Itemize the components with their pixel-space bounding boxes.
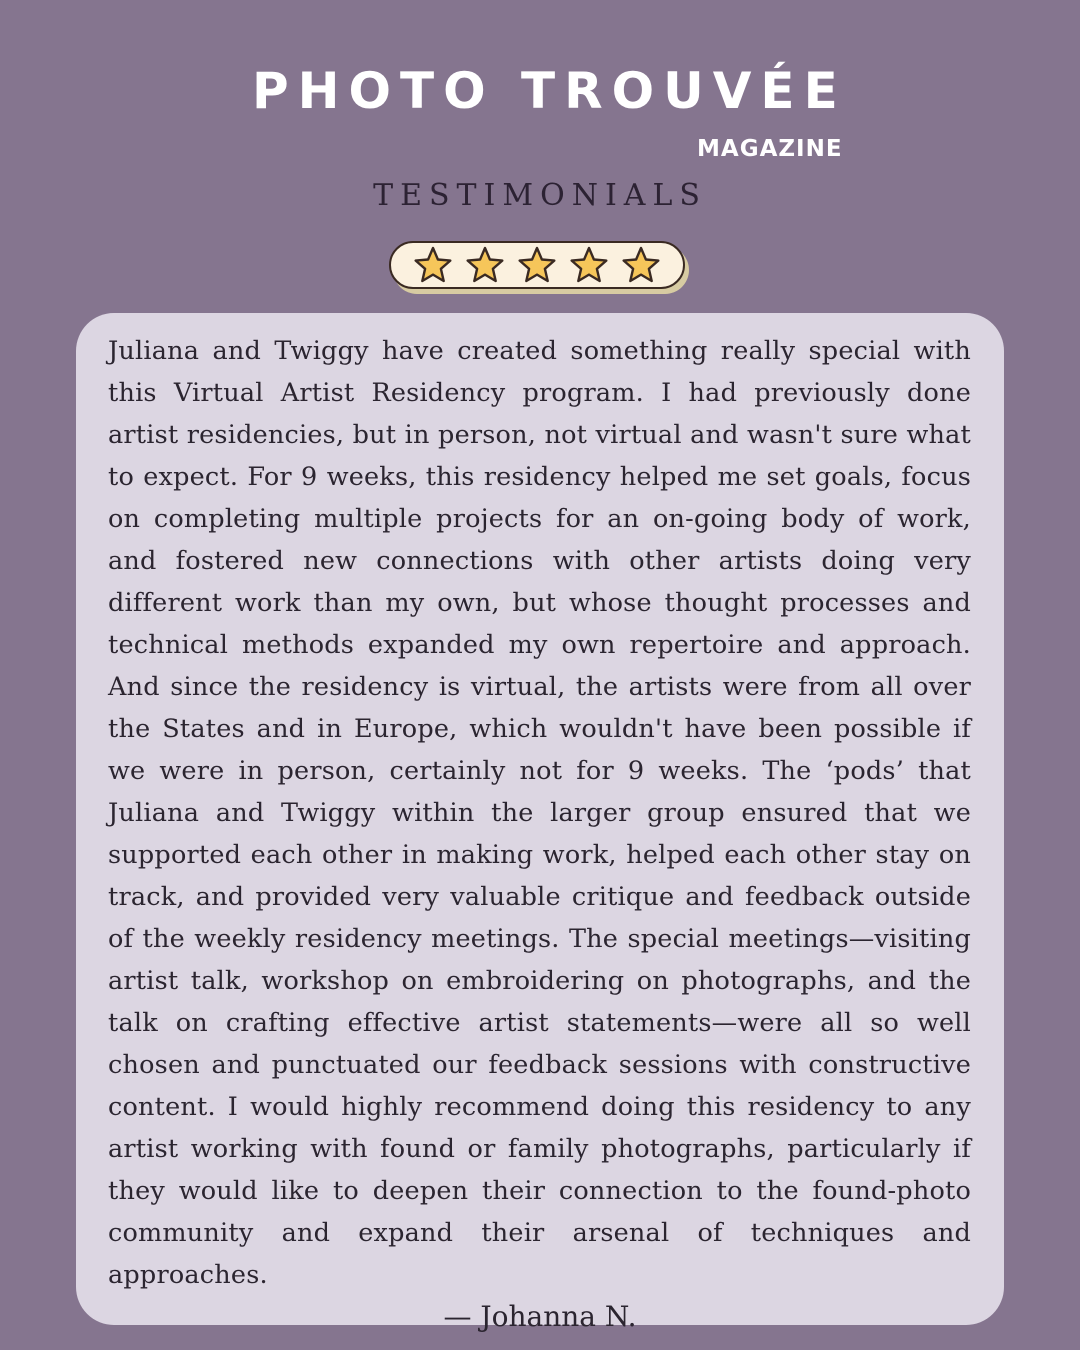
star-icon <box>465 245 505 285</box>
star-icon <box>413 245 453 285</box>
section-title: TESTIMONIALS <box>373 178 707 213</box>
magazine-logo <box>0 40 1080 170</box>
logo-title: PHOTO TROUVÉE <box>252 62 847 120</box>
logo-subtitle: MAGAZINE <box>697 136 843 162</box>
star-rating <box>389 241 685 289</box>
star-icon <box>621 245 661 285</box>
star-icon <box>569 245 609 285</box>
testimonial-author: — Johanna N. <box>443 1300 637 1333</box>
star-icon <box>517 245 557 285</box>
testimonial-text: Juliana and Twiggy have created something really special with this Virtual Artist Residency program. I had previously done artist residencies, but in person, not virtual and wasn't sure what to expect. For 9 weeks, this residency helped me set goals, focus on completing multiple projects for an on-going body of work, and fostered new connections with other artists doing very different work than my own, but whose thought processes and technical methods expanded my own repertoire and approach. And since the residency is virtual, the artists were from all over the States and in Europe, which wouldn't have been possible if we were in person, certainly not for 9 weeks. The ‘pods’ that Juliana and Twiggy within the larger group ensured that we supported each other in making work, helped each other stay on track, and provided very valuable critique and feedback outside of the weekly residency meetings. The special meetings—visiting artist talk, workshop on embroidering on photographs, and the talk on crafting effective artist statements—were all so well chosen and punctuated our feedback sessions with constructive content. I would highly recommend doing this residency to any artist working with found or family photographs, particularly if they would like to deepen their connection to the found-photo community and expand their arsenal of techniques and approaches. <box>108 336 971 1290</box>
